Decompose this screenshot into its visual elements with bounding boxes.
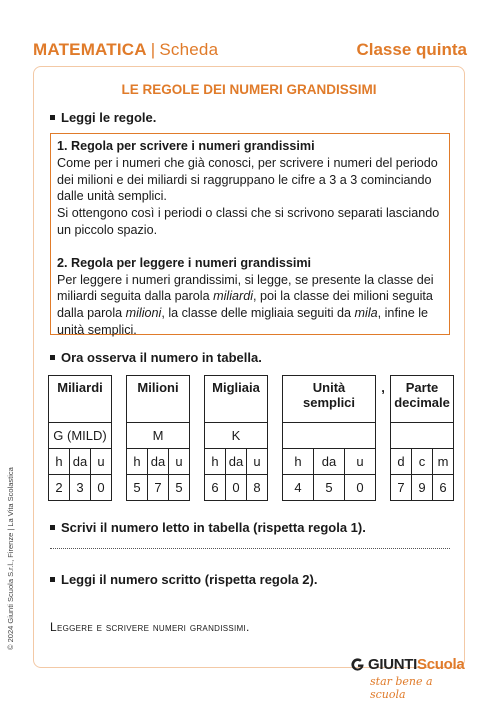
instruction-write — [50, 520, 366, 535]
group-label: G (MILD) — [49, 423, 112, 449]
digit-value: 5 — [314, 475, 345, 501]
digit-head: h — [205, 449, 226, 475]
digit-value: 7 — [148, 475, 169, 501]
digit-head: da — [314, 449, 345, 475]
group-label: K — [205, 423, 268, 449]
digit-head: h — [49, 449, 70, 475]
copyright-notice: © 2024 Giunti Scuola S.r.l., Firenze | La Vita Scolastica — [6, 467, 15, 650]
digit-head: da — [148, 449, 169, 475]
digit-head: m — [433, 449, 454, 475]
rule1-text2: Si ottengono così i periodi o classi che si scrivono separati lasciando un piccolo spazio. — [57, 206, 440, 237]
rules-box — [50, 133, 450, 335]
rule1-title: 1. Regola per scrivere i numeri grandissimi — [57, 139, 315, 153]
digit-value: 0 — [345, 475, 376, 501]
digit-head: c — [412, 449, 433, 475]
digit-head: h — [127, 449, 148, 475]
digit-value: 3 — [70, 475, 91, 501]
subject-name: MATEMATICA — [33, 40, 147, 59]
place-value-table — [48, 375, 454, 501]
instruction-read-rules — [50, 110, 156, 125]
answer-line[interactable] — [50, 548, 450, 549]
digit-head: h — [283, 449, 314, 475]
digit-head: u — [247, 449, 268, 475]
instruction-read-number — [50, 572, 317, 587]
digit-head: u — [91, 449, 112, 475]
group-header-decimale: Parte decimale — [391, 376, 454, 423]
group-label — [391, 423, 454, 449]
instruction-observe — [50, 350, 262, 365]
bullet-icon — [50, 355, 55, 360]
group-header-milioni: Milioni — [127, 376, 190, 423]
bullet-icon — [50, 577, 55, 582]
grade-label: Classe quinta — [356, 40, 467, 59]
bullet-icon — [50, 115, 55, 120]
page-header — [33, 40, 467, 62]
digit-value: 5 — [169, 475, 190, 501]
digit-value: 0 — [91, 475, 112, 501]
digit-head: u — [345, 449, 376, 475]
instruction-text: Leggi il numero scritto (rispetta regola 2). — [61, 572, 318, 587]
brand-tagline: star bene a scuola — [370, 675, 433, 701]
digit-head: da — [226, 449, 247, 475]
digit-value: 5 — [127, 475, 148, 501]
digit-value: 8 — [247, 475, 268, 501]
instruction-text: Leggi le regole. — [61, 110, 157, 125]
digit-value: 9 — [412, 475, 433, 501]
group-label — [283, 423, 376, 449]
publisher-logo — [350, 656, 465, 701]
digit-value: 0 — [226, 475, 247, 501]
rule2-text: Per leggere i numeri grandissimi, si legge, se presente la classe dei miliardi seguita dalla parola miliardi, poi la classe dei milioni seguita dalla parola milioni, la classe delle migliaia seguiti da mila, infine le unità semplici. — [57, 272, 434, 337]
rule1-text1: Come per i numeri che già conosci, per scrivere i numeri del periodo dei milioni e dei miliardi si raggruppano le cifre a 3 a 3 cominciando dalle unità semplici. — [57, 155, 438, 204]
sheet-kind: Scheda — [159, 40, 219, 59]
group-label: M — [127, 423, 190, 449]
instruction-text: Ora osserva il numero in tabella. — [61, 350, 262, 365]
digit-value: 7 — [391, 475, 412, 501]
group-header-unita: Unità semplici — [283, 376, 376, 423]
group-header-migliaia: Migliaia — [205, 376, 268, 423]
digit-value: 2 — [49, 475, 70, 501]
decimal-comma: , — [381, 379, 385, 395]
header-separator: | — [150, 40, 156, 59]
footer-topic: Leggere e scrivere numeri grandissimi. — [50, 620, 250, 634]
giunti-logo-icon — [350, 657, 365, 672]
digit-value: 6 — [433, 475, 454, 501]
instruction-text: Scrivi il numero letto in tabella (rispetta regola 1). — [61, 520, 366, 535]
digit-value: 4 — [283, 475, 314, 501]
page-title: LE REGOLE DEI NUMERI GRANDISSIMI — [121, 82, 377, 97]
bullet-icon — [50, 525, 55, 530]
brand-name: GIUNTIScuola — [368, 656, 465, 673]
digit-head: d — [391, 449, 412, 475]
digit-head: u — [169, 449, 190, 475]
digit-head: da — [70, 449, 91, 475]
group-header-miliardi: Miliardi — [49, 376, 112, 423]
subject-label — [33, 40, 218, 60]
rule2-title: 2. Regola per leggere i numeri grandissimi — [57, 255, 312, 270]
digit-value: 6 — [205, 475, 226, 501]
